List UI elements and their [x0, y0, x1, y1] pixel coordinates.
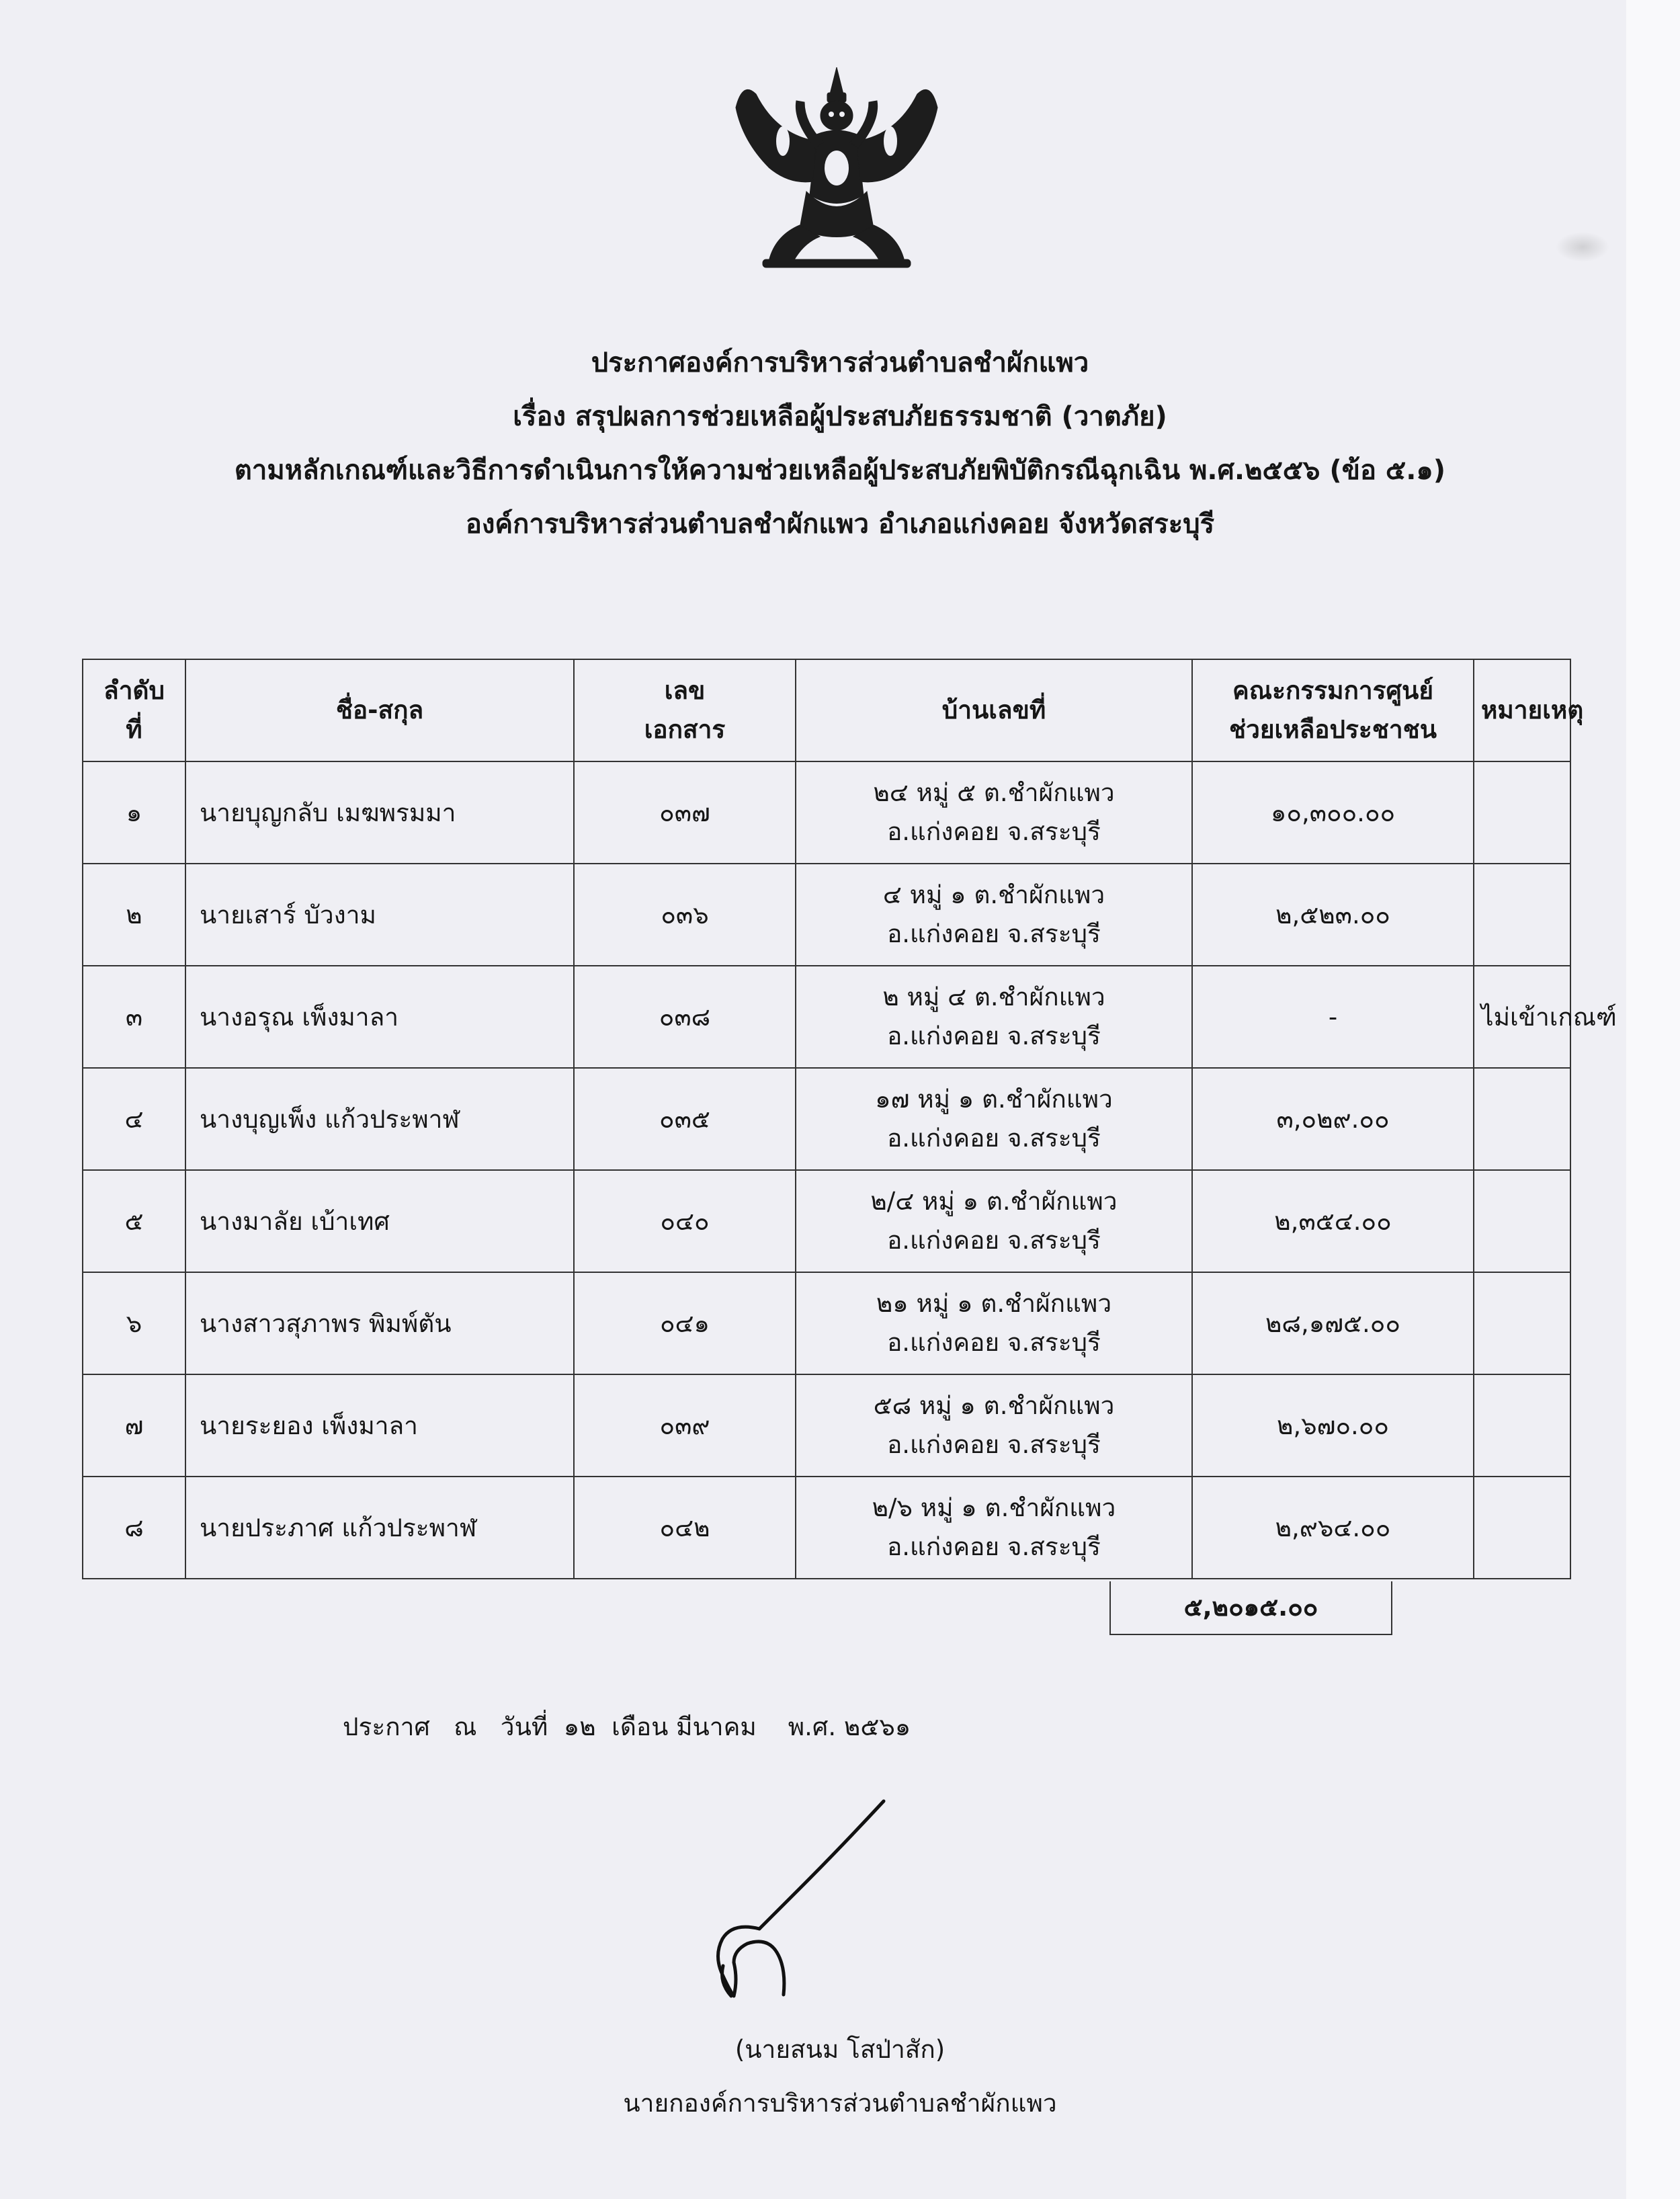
- heading-line-3: ตามหลักเกณฑ์และวิธีการดำเนินการให้ความช่วยเหลือผู้ประสบภัยพิบัติกรณีฉุกเฉิน พ.ศ.๒๕๕๖ (ข้อ ๕.๑): [234, 455, 1446, 486]
- row-document: ๐๓๕: [574, 1068, 796, 1170]
- row-name: นายบุญกลับ เมฆพรมมา: [185, 761, 574, 864]
- row-document: ๐๔๑: [574, 1272, 796, 1374]
- garuda-emblem-icon: [729, 67, 944, 276]
- row-address: ๑๗ หมู่ ๑ ต.ชำผักแพว อ.แก่งคอย จ.สระบุรี: [796, 1068, 1192, 1170]
- row-document: ๐๓๘: [574, 966, 796, 1068]
- row-amount: ๒,๕๒๓.๐๐: [1192, 864, 1474, 966]
- row-document: ๐๓๖: [574, 864, 796, 966]
- row-amount: ๓,๐๒๙.๐๐: [1192, 1068, 1474, 1170]
- heading-line-4: องค์การบริหารส่วนตำบลชำผักแพว อำเภอแก่งคอย จังหวัดสระบุรี: [465, 509, 1215, 540]
- row-amount: ๑๐,๓๐๐.๐๐: [1192, 761, 1474, 864]
- heading-line-1: ประกาศองค์การบริหารส่วนตำบลชำผักแพว: [591, 347, 1089, 378]
- col-header-amount: คณะกรรมการศูนย์ ช่วยเหลือประชาชน: [1192, 659, 1474, 761]
- row-address: ๒/๔ หมู่ ๑ ต.ชำผักแพว อ.แก่งคอย จ.สระบุรี: [796, 1170, 1192, 1272]
- row-number: ๔: [83, 1068, 185, 1170]
- row-amount: ๒,๓๕๔.๐๐: [1192, 1170, 1474, 1272]
- col-header-document: เลข เอกสาร: [574, 659, 796, 761]
- row-number: ๑: [83, 761, 185, 864]
- row-document: ๐๓๗: [574, 761, 796, 864]
- table-row: [83, 966, 1570, 1068]
- announcement-date: ประกาศ ณ วันที่ ๑๒ เดือน มีนาคม พ.ศ. ๒๕๖๑: [343, 1712, 911, 1741]
- row-number: ๕: [83, 1170, 185, 1272]
- row-amount: -: [1192, 966, 1474, 1068]
- row-name: นางบุญเพ็ง แก้วประพาฬ: [185, 1068, 574, 1170]
- table-header-row: [83, 659, 1570, 761]
- row-remark: [1474, 1068, 1570, 1170]
- col-header-name: ชื่อ-สกุล: [185, 659, 574, 761]
- row-address: ๒ หมู่ ๔ ต.ชำผักแพว อ.แก่งคอย จ.สระบุรี: [796, 966, 1192, 1068]
- scan-smudge: [1556, 232, 1609, 262]
- table-row: [83, 1068, 1570, 1170]
- signer-title: นายกองค์การบริหารส่วนตำบลชำผักแพว: [623, 2089, 1057, 2118]
- row-document: ๐๔๐: [574, 1170, 796, 1272]
- row-document: ๐๓๙: [574, 1374, 796, 1477]
- table-row: [83, 1170, 1570, 1272]
- row-remark: [1474, 1477, 1570, 1579]
- col-header-number: ลำดับ ที่: [83, 659, 185, 761]
- row-number: ๓: [83, 966, 185, 1068]
- row-address: ๔ หมู่ ๑ ต.ชำผักแพว อ.แก่งคอย จ.สระบุรี: [796, 864, 1192, 966]
- row-name: นางสาวสุภาพร พิมพ์ตัน: [185, 1272, 574, 1374]
- row-number: ๒: [83, 864, 185, 966]
- row-number: ๘: [83, 1477, 185, 1579]
- total-amount: ๕,๒๐๑๕.๐๐: [1109, 1581, 1392, 1635]
- row-document: ๐๔๒: [574, 1477, 796, 1579]
- col-header-address: บ้านเลขที่: [796, 659, 1192, 761]
- row-name: นายระยอง เพ็งมาลา: [185, 1374, 574, 1477]
- row-name: นายเสาร์ บัวงาม: [185, 864, 574, 966]
- signer-name: (นายสนม โสป่าสัก): [734, 2035, 946, 2064]
- row-address: ๕๘ หมู่ ๑ ต.ชำผักแพว อ.แก่งคอย จ.สระบุรี: [796, 1374, 1192, 1477]
- table-row: [83, 1272, 1570, 1374]
- handwritten-signature: [692, 1794, 914, 2009]
- col-header-remark: หมายเหตุ: [1474, 659, 1570, 761]
- announcement-heading: [0, 346, 1680, 561]
- row-remark: ไม่เข้าเกณฑ์: [1474, 966, 1570, 1068]
- table-row: [83, 864, 1570, 966]
- row-amount: ๒,๙๖๔.๐๐: [1192, 1477, 1474, 1579]
- row-address: ๒๑ หมู่ ๑ ต.ชำผักแพว อ.แก่งคอย จ.สระบุรี: [796, 1272, 1192, 1374]
- table-row: [83, 1477, 1570, 1579]
- heading-line-2: เรื่อง สรุปผลการช่วยเหลือผู้ประสบภัยธรรมชาติ (วาตภัย): [513, 401, 1167, 432]
- row-remark: [1474, 1170, 1570, 1272]
- row-amount: ๒๘,๑๗๕.๐๐: [1192, 1272, 1474, 1374]
- row-remark: [1474, 1374, 1570, 1477]
- row-name: นางมาลัย เบ้าเทศ: [185, 1170, 574, 1272]
- row-amount: ๒,๖๗๐.๐๐: [1192, 1374, 1474, 1477]
- row-address: ๒๔ หมู่ ๕ ต.ชำผักแพว อ.แก่งคอย จ.สระบุรี: [796, 761, 1192, 864]
- row-remark: [1474, 864, 1570, 966]
- aid-summary-table: [82, 659, 1617, 1579]
- row-remark: [1474, 761, 1570, 864]
- row-remark: [1474, 1272, 1570, 1374]
- row-number: ๖: [83, 1272, 185, 1374]
- table-row: [83, 1374, 1570, 1477]
- scan-edge: [1626, 0, 1680, 2199]
- row-name: นายประภาศ แก้วประพาฬ: [185, 1477, 574, 1579]
- row-number: ๗: [83, 1374, 185, 1477]
- row-name: นางอรุณ เพ็งมาลา: [185, 966, 574, 1068]
- table-row: [83, 761, 1570, 864]
- row-address: ๒/๖ หมู่ ๑ ต.ชำผักแพว อ.แก่งคอย จ.สระบุรี: [796, 1477, 1192, 1579]
